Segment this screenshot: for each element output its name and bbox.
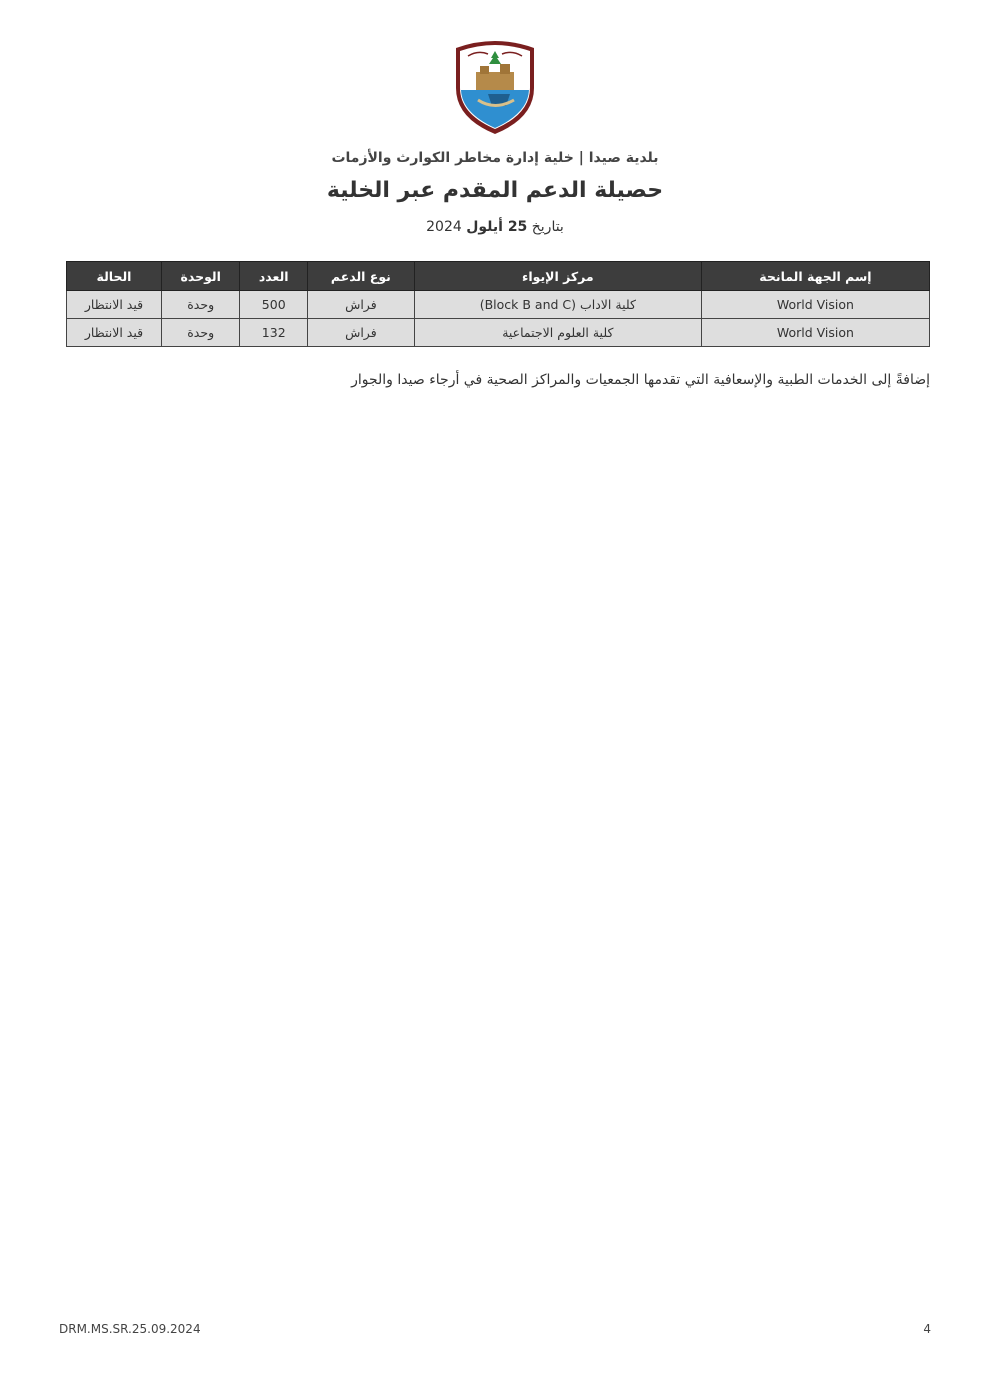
cell-shelter: كلية العلوم الاجتماعية bbox=[414, 319, 701, 347]
cell-count: 500 bbox=[240, 291, 308, 319]
support-table bbox=[66, 261, 930, 347]
cell-support-type: فراش bbox=[308, 291, 415, 319]
date-prefix: بتاريخ bbox=[531, 219, 564, 235]
cell-count: 132 bbox=[240, 319, 308, 347]
date-day-month: 25 أيلول bbox=[466, 219, 528, 235]
header-donor: إسم الجهة المانحة bbox=[701, 262, 929, 291]
table-row bbox=[67, 291, 930, 319]
header-shelter: مركز الإيواء bbox=[414, 262, 701, 291]
page-title: حصيلة الدعم المقدم عبر الخلية bbox=[326, 178, 664, 203]
page-number: 4 bbox=[923, 1322, 931, 1336]
header-unit: الوحدة bbox=[161, 262, 240, 291]
cell-unit: وحدة bbox=[161, 319, 240, 347]
header-status: الحالة bbox=[67, 262, 162, 291]
table-row bbox=[67, 319, 930, 347]
cell-donor: World Vision bbox=[701, 319, 929, 347]
additional-services-note: إضافةً إلى الخدمات الطبية والإسعافية التي تقدمها الجمعيات والمراكز الصحية في أرجاء صيدا والجوار bbox=[351, 372, 930, 388]
cell-donor: World Vision bbox=[701, 291, 929, 319]
document-code: DRM.MS.SR.25.09.2024 bbox=[59, 1322, 201, 1336]
cell-support-type: فراش bbox=[308, 319, 415, 347]
cell-shelter: كلية الاداب (Block B and C) bbox=[414, 291, 701, 319]
header-count: العدد bbox=[240, 262, 308, 291]
cell-status: قيد الانتظار bbox=[67, 291, 162, 319]
report-date bbox=[0, 219, 990, 235]
table-header-row bbox=[67, 262, 930, 291]
municipality-logo-icon bbox=[448, 36, 542, 136]
date-year: 2024 bbox=[426, 219, 462, 235]
cell-unit: وحدة bbox=[161, 291, 240, 319]
organization-line: بلدية صيدا | خلية إدارة مخاطر الكوارث والأزمات bbox=[331, 150, 659, 166]
header-support-type: نوع الدعم bbox=[308, 262, 415, 291]
cell-status: قيد الانتظار bbox=[67, 319, 162, 347]
